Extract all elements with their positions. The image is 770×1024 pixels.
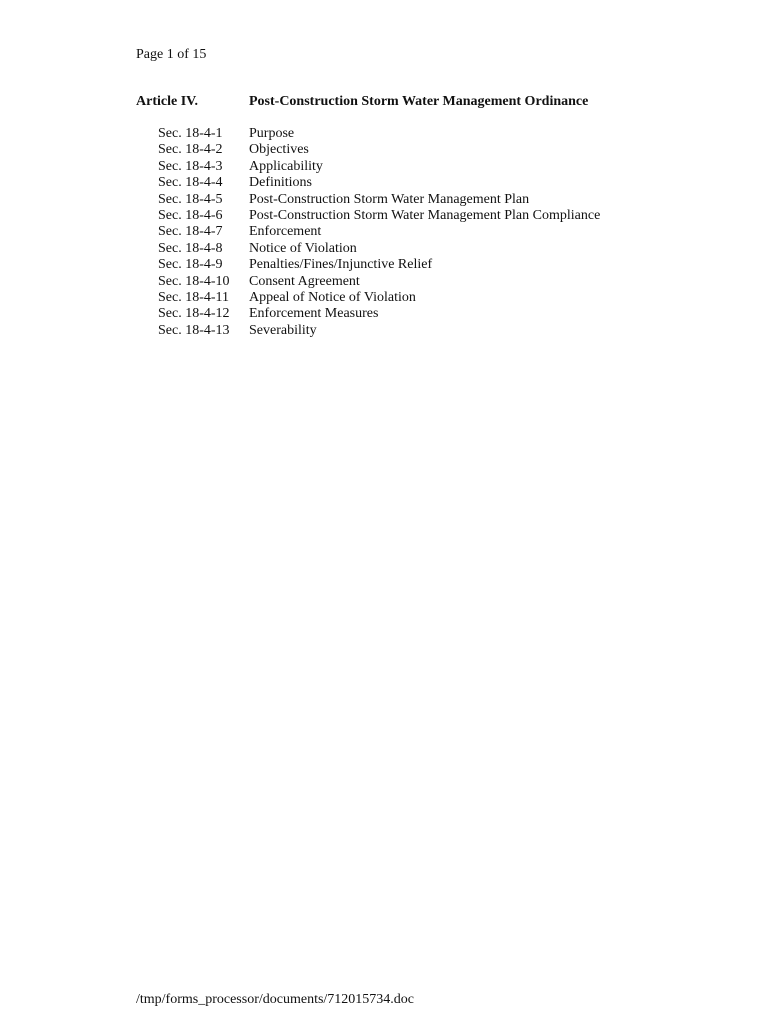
section-title: Severability bbox=[249, 322, 317, 338]
section-title: Post-Construction Storm Water Management Plan Compliance bbox=[249, 207, 601, 223]
section-title: Enforcement bbox=[249, 224, 322, 240]
section-title: Objectives bbox=[249, 142, 309, 158]
section-row bbox=[158, 323, 658, 339]
section-number: Sec. 18-4-13 bbox=[158, 322, 230, 338]
section-title: Penalties/Fines/Injunctive Relief bbox=[249, 257, 433, 273]
section-list bbox=[158, 126, 658, 339]
section-title: Consent Agreement bbox=[249, 273, 360, 289]
section-row bbox=[158, 224, 658, 240]
section-row bbox=[158, 208, 658, 224]
section-row bbox=[158, 159, 658, 175]
section-title: Enforcement Measures bbox=[249, 306, 379, 322]
article-label: Article IV. bbox=[136, 94, 198, 109]
article-header bbox=[136, 93, 696, 111]
section-title: Notice of Violation bbox=[249, 240, 357, 256]
section-row bbox=[158, 192, 658, 208]
section-row bbox=[158, 257, 658, 273]
section-row bbox=[158, 274, 658, 290]
section-row bbox=[158, 126, 658, 142]
section-row bbox=[158, 175, 658, 191]
section-number: Sec. 18-4-11 bbox=[158, 289, 230, 305]
section-row bbox=[158, 241, 658, 257]
footer-file-path: /tmp/forms_processor/documents/712015734.doc bbox=[136, 992, 415, 1007]
page-number: Page 1 of 15 bbox=[136, 47, 207, 62]
section-number: Sec. 18-4-6 bbox=[158, 207, 223, 223]
section-number: Sec. 18-4-3 bbox=[158, 158, 223, 174]
section-row bbox=[158, 290, 658, 306]
article-title: Post-Construction Storm Water Management Ordinance bbox=[249, 94, 589, 109]
section-number: Sec. 18-4-9 bbox=[158, 257, 223, 273]
section-title: Applicability bbox=[249, 158, 323, 174]
section-row bbox=[158, 306, 658, 322]
section-row bbox=[158, 142, 658, 158]
section-number: Sec. 18-4-5 bbox=[158, 191, 223, 207]
section-number: Sec. 18-4-12 bbox=[158, 306, 230, 322]
section-title: Post-Construction Storm Water Management Plan bbox=[249, 191, 530, 207]
section-title: Definitions bbox=[249, 175, 312, 191]
section-number: Sec. 18-4-7 bbox=[158, 224, 223, 240]
section-number: Sec. 18-4-10 bbox=[158, 273, 230, 289]
section-number: Sec. 18-4-2 bbox=[158, 142, 223, 158]
section-title: Purpose bbox=[249, 126, 295, 141]
section-number: Sec. 18-4-4 bbox=[158, 175, 223, 191]
section-number: Sec. 18-4-1 bbox=[158, 126, 223, 141]
section-title: Appeal of Notice of Violation bbox=[249, 289, 416, 305]
section-number: Sec. 18-4-8 bbox=[158, 240, 223, 256]
